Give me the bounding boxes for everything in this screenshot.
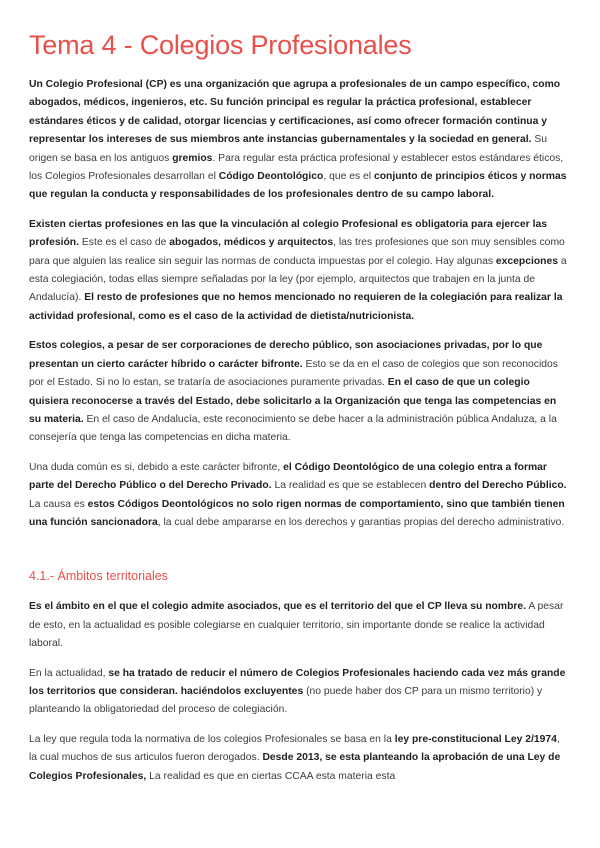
paragraph-ambit xyxy=(29,598,570,653)
bold-text: Es el ámbito en el que el colegio admite asociados, que es el territorio del que el CP lleva su nombre. xyxy=(29,601,527,613)
paragraph-law xyxy=(29,731,570,786)
bold-text: Existen ciertas profesiones en las que la vinculación al colegio Profesional es obligatoria para ejercer las profesión. xyxy=(29,218,547,249)
bold-text: el Código Deontológico de una colegio entra a formar parte del Derecho Público o del Derecho Privado. xyxy=(29,461,547,492)
body-text: , las tres profesiones que son muy sensibles como para que alguien las realice sin seguir las normas de conducta impuestas por el colegio. Hay algunas xyxy=(29,237,565,267)
bold-text: Un Colegio Profesional (CP) es una organización que agrupa a profesionales de un campo específico, como abogados, médicos, ingenieros, etc. Su función principal es regular la práctica profesional, establecer estándares éticos y de calidad, otorgar licencias y certificaciones, así como ofrecer formación continua y representar los intereses de sus miembros ante instancias gubernamentales y la sociedad en general. xyxy=(29,79,561,146)
body-text: La realidad es que se establecen xyxy=(271,480,430,492)
bold-text: ley pre-constitucional Ley 2/1974 xyxy=(394,733,557,745)
bold-text: gremios xyxy=(172,152,213,164)
body-text: , la cual debe ampararse en los derechos y garantias propias del derecho administrativo. xyxy=(157,516,565,528)
paragraph-reduction xyxy=(29,665,570,720)
paragraph-deontological xyxy=(29,459,570,533)
bold-text: Estos colegios, a pesar de ser corporaciones de derecho público, son asociaciones privadas, por lo que presentan un cierto carácter híbrido o carácter bifronte. xyxy=(29,340,543,370)
paragraph-obligatory xyxy=(29,216,570,326)
body-text: En la actualidad, xyxy=(29,667,109,679)
paragraph-hybrid xyxy=(29,337,570,447)
body-text: En el caso de Andalucía, este reconocimiento se debe hacer a la administración pública Andaluza, a la consejería que tenga las competencias en dicha materia. xyxy=(29,413,557,444)
bold-text: excepciones xyxy=(495,255,558,267)
body-text: (no puede haber dos CP para un mismo territorio) y planteando la obligatoriedad del proceso de colegiación. xyxy=(29,685,543,716)
body-text: La causa es xyxy=(29,498,88,510)
bold-text: dentro del Derecho Público. xyxy=(429,480,567,492)
body-text: a esta colegiación, todas ellas siempre señaladas por la ley (por ejemplo, arquitectos que trabajen en la junta de Andalucía). xyxy=(29,255,567,304)
bold-text: se ha tratado de reducir el número de Colegios Profesionales haciendo cada vez más grande los territorios que consideran. haciéndolos excluyentes xyxy=(29,667,566,697)
bold-text: En el caso de que un colegio quisiera reconocerse a través del Estado, debe solicitarlo a la Organización que tenga las competencias en su materia. xyxy=(29,377,557,425)
bold-text: conjunto de principios éticos y normas que regulan la conducta y responsabilidades de los profesionales dentro de su campo laboral. xyxy=(29,171,567,201)
body-text: . Para regular esta práctica profesional y establecer estos estándares éticos, los Colegios Profesionales desarrollan el xyxy=(29,152,564,183)
body-text: Este es el caso de xyxy=(79,237,170,249)
body-text: La realidad es que en ciertas CCAA esta materia esta xyxy=(146,770,396,782)
bold-text: El resto de profesiones que no hemos mencionado no requieren de la colegiación para realizar la actividad profesional, como es el caso de la actividad de dietista/nutricionista. xyxy=(29,292,563,322)
bold-text: Código Deontológico xyxy=(218,171,324,183)
body-text: Una duda común es si, debido a este carácter bifronte, xyxy=(29,461,284,473)
body-text: , que es el xyxy=(323,171,374,183)
bold-text: estos Códigos Deontológicos no solo rigen normas de comportamiento, sino que también tienen una función sancionadora xyxy=(29,498,565,528)
page-title: Tema 4 - Colegios Profesionales xyxy=(29,30,412,60)
body-text: La ley que regula toda la normativa de los colegios Profesionales se basa en la xyxy=(29,733,395,745)
body-text: A pesar de esto, en la actualidad es posible colegiarse en cualquier territorio, sin importante donde se realice la actividad laboral. xyxy=(29,601,564,650)
bold-text: abogados, médicos y arquitectos xyxy=(169,237,334,249)
paragraph-definition xyxy=(29,76,570,205)
body-text: , la cual muchos de sus articulos fueron derogados. xyxy=(29,733,560,764)
bold-text: Desde 2013, se esta planteando la aprobación de una Ley de Colegios Profesionales, xyxy=(29,752,561,782)
body-text: Esto se da en el caso de colegios que son reconocidos por el Estado. Si no lo estan, se trataría de asociaciones puramente privadas. xyxy=(29,358,558,389)
body-text: Su origen se basa en los antiguos xyxy=(29,134,547,164)
section-heading: 4.1.- Ámbitos territoriales xyxy=(29,569,168,584)
